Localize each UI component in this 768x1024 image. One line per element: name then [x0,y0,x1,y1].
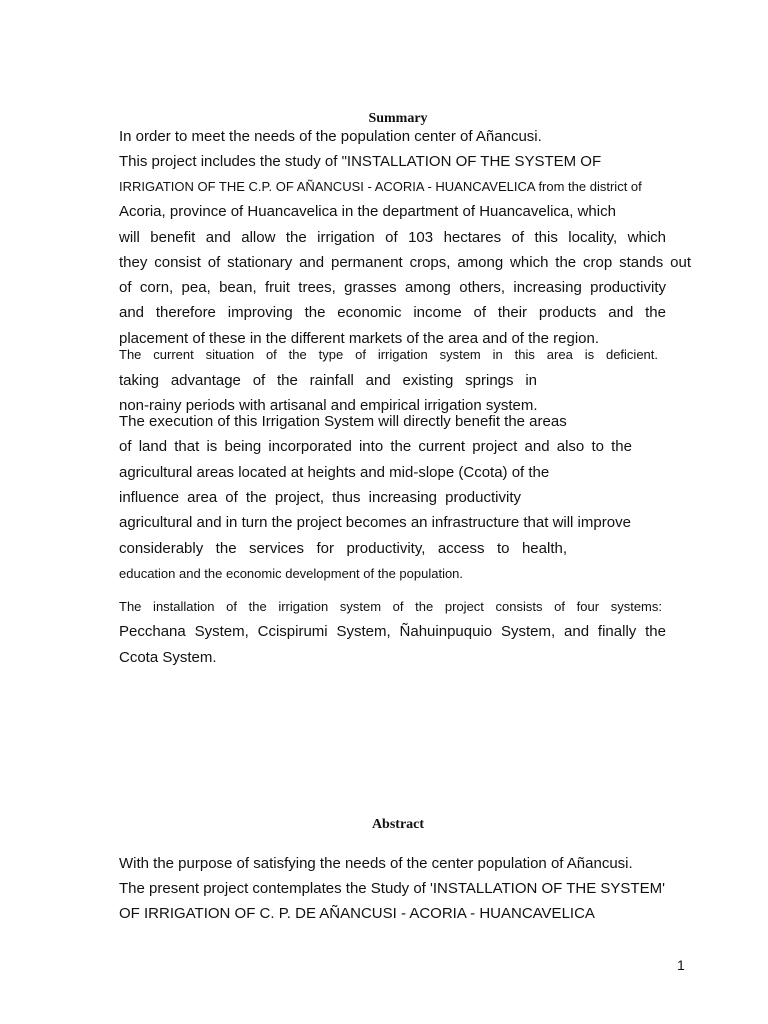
abstract-line: OF IRRIGATION OF C. P. DE AÑANCUSI - ACORIA - HUANCAVELICA [119,905,595,922]
summary-line: The installation of the irrigation system of the project consists of four systems: [119,599,662,614]
page-number: 1 [677,957,685,973]
abstract-heading: Abstract [371,817,425,832]
summary-line: This project includes the study of "INSTALLATION OF THE SYSTEM OF [119,153,602,170]
summary-line: Acoria, province of Huancavelica in the department of Huancavelica, which [119,203,616,220]
summary-line: they consist of stationary and permanent crops, among which the crop stands out [119,254,691,271]
summary-line: IRRIGATION OF THE C.P. OF AÑANCUSI - ACORIA - HUANCAVELICA from the district of [119,179,642,194]
summary-line: placement of these in the different markets of the area and of the region. [119,330,600,347]
summary-line: taking advantage of the rainfall and existing springs in [119,372,537,389]
summary-line: of corn, pea, bean, fruit trees, grasses among others, increasing productivity [119,279,666,296]
summary-line: and therefore improving the economic income of their products and the [119,304,666,321]
summary-heading: Summary [368,111,428,126]
summary-line: education and the economic development of the population. [119,566,464,581]
abstract-line: With the purpose of satisfying the needs of the center population of Añancusi. [119,855,633,872]
summary-line: Ccota System. [119,649,217,666]
summary-line: The current situation of the type of irrigation system in this area is deficient. [119,347,658,362]
summary-line: of land that is being incorporated into the current project and also to the [119,438,632,455]
summary-line: influence area of the project, thus increasing productivity [119,489,521,506]
abstract-line: The present project contemplates the Study of 'INSTALLATION OF THE SYSTEM' [119,880,665,897]
summary-line: The execution of this Irrigation System will directly benefit the areas [119,413,567,430]
summary-line: Pecchana System, Ccispirumi System, Ñahuinpuquio System, and finally the [119,623,666,640]
summary-line: will benefit and allow the irrigation of 103 hectares of this locality, which [119,229,666,246]
summary-line: In order to meet the needs of the population center of Añancusi. [119,128,542,145]
summary-line: considerably the services for productivity, access to health, [119,540,567,557]
summary-line: non-rainy periods with artisanal and empirical irrigation system. [119,397,538,414]
summary-line: agricultural and in turn the project becomes an infrastructure that will improve [119,514,631,531]
summary-line: agricultural areas located at heights and mid-slope (Ccota) of the [119,464,550,481]
